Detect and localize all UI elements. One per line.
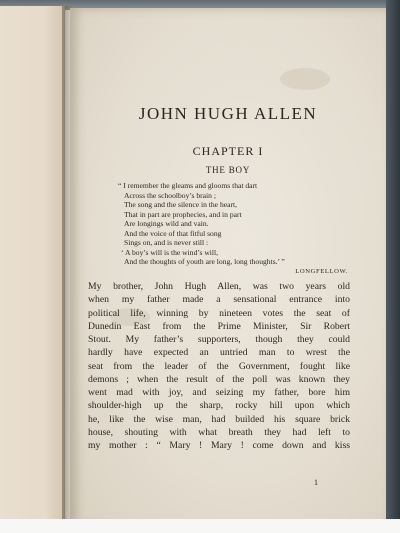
body-line: he, like the wise man, had builded his square brick	[88, 413, 350, 425]
page-number: 1	[314, 478, 318, 487]
epigraph-line: Sings on, and is never still :	[124, 238, 209, 247]
epigraph-line: ‘ A boy’s will is the wind’s will,	[121, 247, 219, 257]
body-line: demons ; when the result of the poll was known they	[88, 373, 350, 385]
epigraph-line: “ I remember the gleams and glooms that dart	[118, 181, 258, 190]
epigraph	[118, 181, 352, 276]
book-cover-right-edge	[386, 0, 400, 533]
epigraph-line: And the voice of that fitful song	[124, 228, 222, 238]
body-line: seat from the leader of the Government, fought like	[88, 360, 350, 372]
body-line: my mother : “ Mary ! Mary ! come down and kiss	[88, 440, 350, 451]
body-line: Stout. My father’s supporters, though they could	[88, 334, 350, 345]
body-paragraph	[88, 280, 350, 452]
epigraph-line: And the thoughts of youth are long, long thoughts.’ ”	[124, 257, 285, 266]
epigraph-line: Across the schoolboy’s brain ;	[124, 190, 216, 200]
body-line: political life, winning by nineteen votes the seat of	[88, 307, 350, 319]
book-page	[70, 8, 386, 528]
body-line: when my father made a sensational entrance into	[88, 294, 350, 306]
page-stain	[280, 68, 330, 90]
table-surface	[0, 519, 400, 533]
facing-left-page	[0, 6, 65, 530]
chapter-subtitle: THE BOY	[205, 165, 251, 175]
chapter-label: CHAPTER I	[192, 144, 264, 158]
body-line: hardly have expected an untried man to wrest the	[88, 347, 350, 359]
body-line: shoulder-high up the sharp, rocky hill upon which	[88, 400, 350, 412]
book-title: JOHN HUGH ALLEN	[138, 104, 318, 123]
epigraph-line: That in part are prophecies, and in part	[124, 209, 242, 219]
epigraph-line: The song and the silence in the heart,	[124, 200, 238, 209]
epigraph-line: Are longings wild and vain.	[124, 219, 209, 228]
body-line: Dunedin East from the Prime Minister, Sir Robert	[88, 320, 350, 332]
body-line: house, shouting with what breath they had left to	[88, 426, 350, 438]
body-line: went mad with joy, and seizing my father, bore him	[88, 387, 350, 398]
body-line: My brother, John Hugh Allen, was two years old	[88, 281, 350, 292]
epigraph-attribution: LONGFELLOW.	[295, 267, 348, 275]
